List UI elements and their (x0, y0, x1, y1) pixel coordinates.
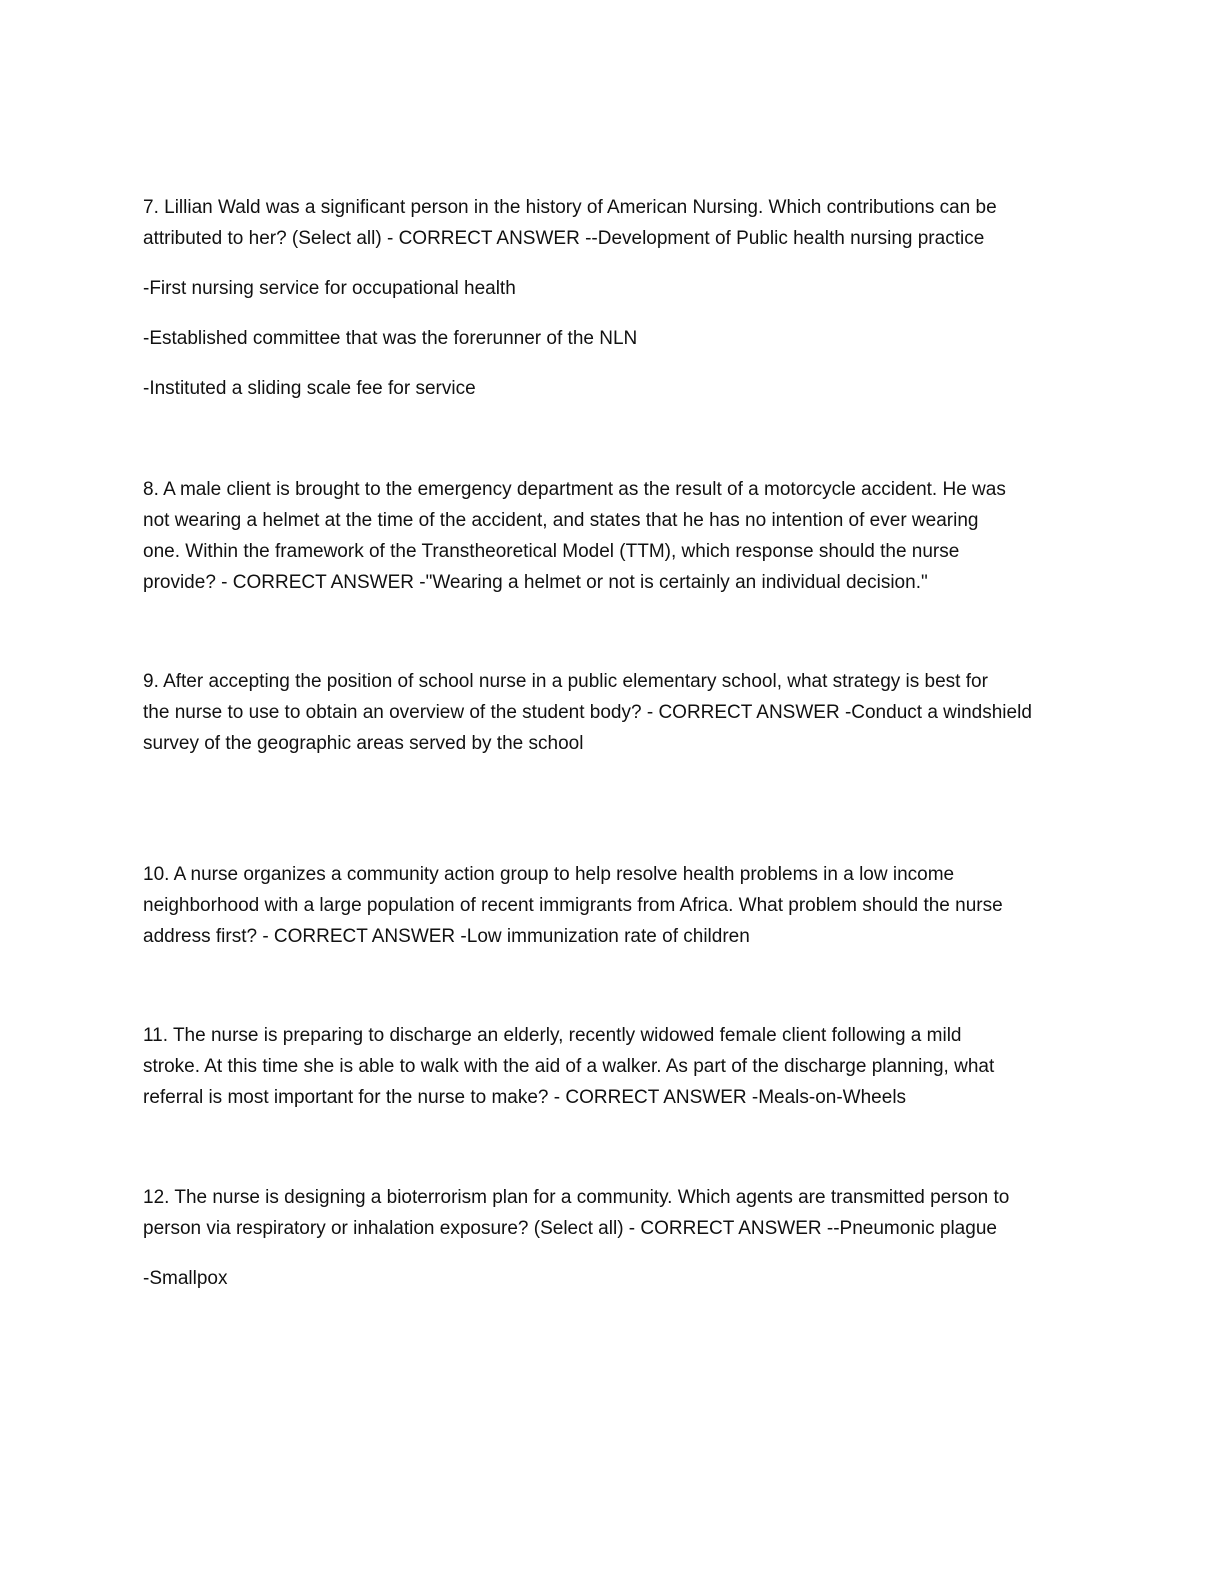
answer-line: -Established committee that was the forerunner of the NLN (143, 328, 638, 349)
question-10 (143, 859, 1083, 952)
answer-item (143, 273, 1083, 304)
question-11-line-3: referral is most important for the nurse to make? - CORRECT ANSWER -Meals-on-Wheels (143, 1087, 907, 1108)
question-11 (143, 1020, 1083, 1113)
question-12-line-1: 12. The nurse is designing a bioterrorism plan for a community. Which agents are transmitted person to (143, 1187, 1010, 1208)
answer-line: -First nursing service for occupational health (143, 278, 516, 299)
question-11-line-1: 11. The nurse is preparing to discharge an elderly, recently widowed female client following a mild (143, 1025, 962, 1046)
question-7-line-2: attributed to her? (Select all) - CORRECT ANSWER --Development of Public health nursing practice (143, 228, 985, 249)
question-9-line-3: survey of the geographic areas served by the school (143, 733, 584, 754)
answer-line: -Smallpox (143, 1268, 228, 1289)
question-9-line-2: the nurse to use to obtain an overview of the student body? - CORRECT ANSWER -Conduct a windshield (143, 702, 1032, 723)
question-10-line-2: neighborhood with a large population of recent immigrants from Africa. What problem should the nurse (143, 895, 1003, 916)
question-7 (143, 192, 1083, 254)
question-11-line-2: stroke. At this time she is able to walk with the aid of a walker. As part of the discharge planning, what (143, 1056, 995, 1077)
question-10-line-1: 10. A nurse organizes a community action group to help resolve health problems in a low income (143, 864, 955, 885)
question-7-line-1: 7. Lillian Wald was a significant person in the history of American Nursing. Which contributions can be (143, 197, 997, 218)
answer-item (143, 323, 1083, 354)
question-8-line-4: provide? - CORRECT ANSWER -"Wearing a helmet or not is certainly an individual decision." (143, 572, 928, 593)
answer-line: -Instituted a sliding scale fee for service (143, 378, 476, 399)
question-12 (143, 1182, 1083, 1244)
answer-item (143, 1263, 1083, 1294)
question-8-line-2: not wearing a helmet at the time of the accident, and states that he has no intention of ever wearing (143, 510, 979, 531)
question-9-line-1: 9. After accepting the position of school nurse in a public elementary school, what strategy is best for (143, 671, 988, 692)
question-9 (143, 666, 1083, 759)
question-8-line-3: one. Within the framework of the Transtheoretical Model (TTM), which response should the nurse (143, 541, 960, 562)
question-10-line-3: address first? - CORRECT ANSWER -Low immunization rate of children (143, 926, 750, 947)
question-8 (143, 474, 1083, 598)
question-12-line-2: person via respiratory or inhalation exposure? (Select all) - CORRECT ANSWER --Pneumonic plague (143, 1218, 997, 1239)
question-8-line-1: 8. A male client is brought to the emergency department as the result of a motorcycle accident. He was (143, 479, 1006, 500)
answer-item (143, 373, 1083, 404)
